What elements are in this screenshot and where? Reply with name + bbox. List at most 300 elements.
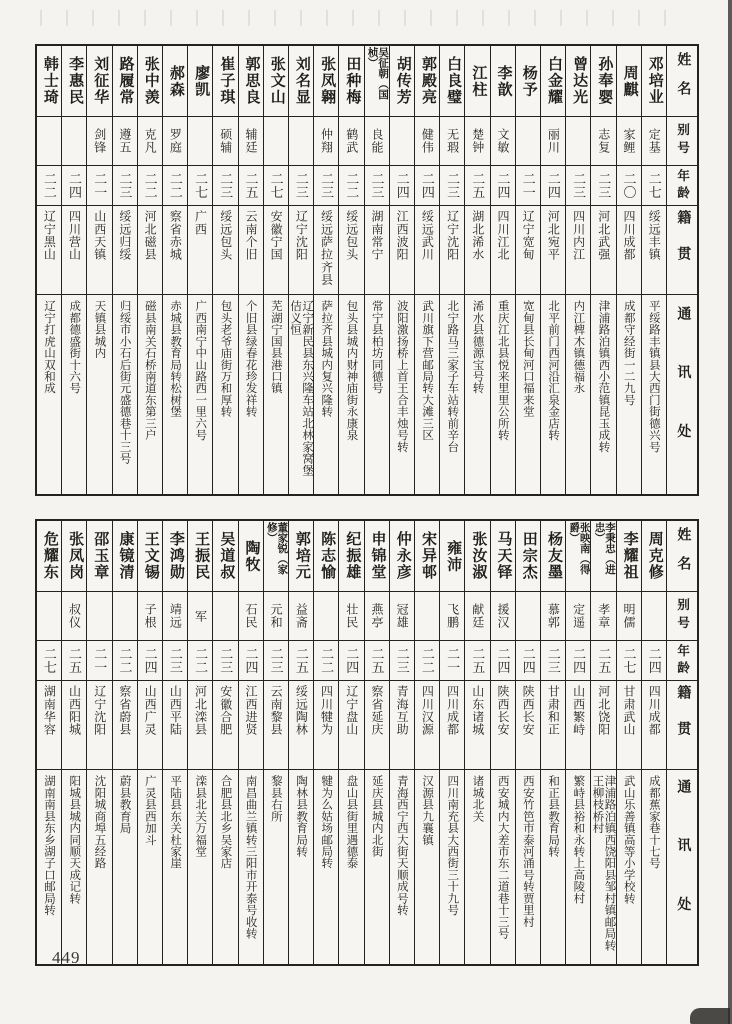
entry-alias: 靖远 [168, 603, 183, 629]
name-cell [516, 46, 540, 117]
person-column [61, 46, 86, 494]
alias-cell [440, 117, 464, 166]
entry-age: 二四 [243, 646, 259, 675]
entry-age: 二二 [142, 171, 158, 200]
name-cell [642, 46, 666, 117]
entry-name: 张文山 [268, 56, 285, 106]
person-column [338, 46, 363, 494]
origin-cell [339, 681, 363, 770]
age-cell [62, 166, 86, 206]
address-cell [264, 295, 288, 494]
entry-age: 二四 [344, 646, 360, 675]
address-cell [213, 770, 237, 964]
entry-name: 韩士琦 [41, 56, 58, 106]
person-column [263, 521, 288, 964]
entry-address: 繁峙县裕和永转上高陵村 [572, 775, 585, 905]
entry-origin: 陕西长安 [495, 685, 510, 736]
age-cell [491, 166, 515, 206]
entry-address: 萨拉齐县城内复兴隆转 [320, 300, 333, 418]
person-column [37, 46, 61, 494]
origin-cell [465, 681, 489, 770]
entry-name: 马天铎 [495, 531, 512, 581]
age-cell [213, 641, 237, 681]
person-column [212, 521, 237, 964]
origin-cell [617, 206, 641, 295]
name-cell [188, 46, 212, 117]
entry-origin: 江西进贤 [243, 685, 258, 736]
alias-cell [239, 117, 263, 166]
age-cell [113, 166, 137, 206]
person-column [616, 521, 641, 964]
name-cell [163, 521, 187, 592]
entry-origin: 察省延庆 [369, 685, 384, 736]
header-origin: 籍贯 [667, 681, 697, 770]
name-cell [365, 521, 389, 592]
entry-age: 二二 [344, 171, 360, 200]
entry-origin: 四川犍为 [319, 685, 334, 736]
entry-address: 成都德盛街十六号 [68, 300, 81, 394]
origin-cell [239, 206, 263, 295]
entry-address: 辽宁打虎山双和成 [43, 300, 56, 394]
entry-address: 平陆县东关杜家崖 [169, 775, 182, 869]
address-cell [440, 295, 464, 494]
entry-origin: 安徽合肥 [218, 685, 233, 736]
name-cell [617, 521, 641, 592]
age-cell [264, 166, 288, 206]
entry-name: 白金耀 [545, 56, 562, 106]
entry-address: 西安竹笆市泰河涌号转贾里村 [521, 775, 534, 928]
name-cell [37, 46, 61, 117]
person-column [162, 521, 187, 964]
header-age: 年龄 [667, 166, 697, 206]
origin-cell [264, 681, 288, 770]
origin-cell [87, 206, 111, 295]
age-cell [314, 641, 338, 681]
age-cell [138, 641, 162, 681]
origin-cell [62, 206, 86, 295]
entry-name: 周克修 [646, 531, 663, 581]
person-column [490, 521, 515, 964]
origin-cell [591, 206, 615, 295]
entry-origin: 绥远萨拉齐县 [319, 210, 334, 287]
entry-address: 平绥路丰镇县大西门街德兴号 [647, 300, 660, 453]
person-column [313, 46, 338, 494]
entry-name: 刘征华 [92, 56, 109, 106]
entry-origin: 察省蔚县 [117, 685, 132, 736]
entry-age: 二七 [621, 646, 637, 675]
name-cell [415, 46, 439, 117]
person-column [565, 46, 590, 494]
entry-name: 路履常 [117, 56, 134, 106]
entry-name: 廖凯 [193, 64, 210, 98]
address-cell [491, 770, 515, 964]
entry-origin: 绥远归绥 [117, 210, 132, 261]
origin-cell [415, 681, 439, 770]
origin-cell [264, 206, 288, 295]
entry-alias: 仲翔 [319, 128, 334, 154]
age-cell [617, 641, 641, 681]
alias-cell [239, 592, 263, 641]
alias-cell [516, 117, 540, 166]
entry-name: 郝森 [167, 64, 184, 98]
name-cell [566, 46, 590, 117]
name-cell [541, 521, 565, 592]
age-cell [541, 166, 565, 206]
entry-address: 广灵县西加斗 [143, 775, 156, 846]
origin-cell [314, 681, 338, 770]
origin-cell [62, 681, 86, 770]
alias-cell [415, 592, 439, 641]
entry-name: 申锦堂 [369, 531, 386, 581]
origin-cell [289, 681, 313, 770]
name-cell [390, 521, 414, 592]
address-cell [617, 770, 641, 964]
header-column [666, 46, 697, 494]
entry-address: 赤城县教育局转松树堡 [169, 300, 182, 418]
header-origin: 籍贯 [667, 206, 697, 295]
age-cell [213, 166, 237, 206]
entry-age: 二三 [218, 646, 234, 675]
entry-alias: 文敏 [495, 128, 510, 154]
entry-address: 西安城内大差市东二道巷十三号 [496, 775, 509, 940]
entry-age: 二三 [167, 646, 183, 675]
entry-age: 二一 [445, 646, 461, 675]
header-alias: 别号 [667, 592, 697, 641]
header-name: 姓名 [667, 46, 697, 117]
entry-origin: 辽宁沈阳 [92, 685, 107, 736]
entry-origin: 四川成都 [647, 685, 662, 736]
entry-name: 宋异邨 [419, 531, 436, 581]
age-cell [415, 641, 439, 681]
age-cell [390, 641, 414, 681]
address-cell [62, 770, 86, 964]
entry-alias: 鹤武 [344, 128, 359, 154]
address-cell [440, 770, 464, 964]
address-cell [113, 770, 137, 964]
entry-origin: 云南个旧 [243, 210, 258, 261]
origin-cell [591, 681, 615, 770]
address-cell [188, 295, 212, 494]
entry-alias: 遵五 [117, 128, 132, 154]
origin-cell [365, 681, 389, 770]
alias-cell [617, 592, 641, 641]
alias-cell [566, 592, 590, 641]
name-cell [491, 521, 515, 592]
entry-origin: 四川营山 [67, 210, 82, 261]
alias-cell [62, 592, 86, 641]
age-cell [516, 641, 540, 681]
age-cell [62, 641, 86, 681]
person-column [238, 521, 263, 964]
address-cell [566, 295, 590, 494]
entry-address: 沈阳城商埠五经路 [93, 775, 106, 869]
entry-origin: 云南黎县 [269, 685, 284, 736]
address-cell [591, 770, 615, 964]
entry-alias: 定遥 [571, 603, 586, 629]
age-cell [642, 166, 666, 206]
age-cell [440, 166, 464, 206]
entry-address: 归绥市小石后街元盛德巷十三号 [118, 300, 131, 465]
entry-origin: 绥远包头 [218, 210, 233, 261]
address-cell [541, 295, 565, 494]
person-column [490, 46, 515, 494]
age-cell [37, 166, 61, 206]
entry-age: 二三 [571, 171, 587, 200]
entry-age: 二三 [218, 171, 234, 200]
entry-origin: 山西广灵 [143, 685, 158, 736]
alias-cell [163, 117, 187, 166]
alias-cell [289, 117, 313, 166]
entry-name: 李鸿勋 [167, 531, 184, 581]
entry-name: 陈志愉 [319, 531, 336, 581]
entry-name: 危耀东 [41, 531, 58, 581]
name-cell [239, 521, 263, 592]
entry-age: 二四 [545, 171, 561, 200]
person-column [137, 46, 162, 494]
directory-table-bottom [35, 519, 699, 966]
entry-alias: 子根 [143, 603, 158, 629]
entry-alias: 援汉 [495, 603, 510, 629]
alias-cell [541, 117, 565, 166]
name-cell [591, 521, 615, 592]
alias-cell [617, 117, 641, 166]
header-age: 年龄 [667, 641, 697, 681]
alias-cell [314, 592, 338, 641]
age-cell [617, 166, 641, 206]
origin-cell [188, 206, 212, 295]
person-column [313, 521, 338, 964]
alias-cell [314, 117, 338, 166]
origin-cell [491, 206, 515, 295]
entry-name: 邵玉章 [92, 531, 109, 581]
age-cell [87, 166, 111, 206]
name-cell [541, 46, 565, 117]
origin-cell [415, 206, 439, 295]
name-cell [440, 46, 464, 117]
entry-age: 二五 [293, 646, 309, 675]
person-column [389, 46, 414, 494]
entry-address: 黎县右所 [269, 775, 282, 822]
entry-age: 二七 [646, 171, 662, 200]
address-cell [62, 295, 86, 494]
person-column [439, 46, 464, 494]
alias-cell [591, 592, 615, 641]
entry-alias: 益斋 [294, 603, 309, 629]
scan-corner-artifact [690, 1008, 730, 1024]
name-cell [163, 46, 187, 117]
entry-alias: 克凡 [143, 128, 158, 154]
name-cell [188, 521, 212, 592]
age-cell [264, 641, 288, 681]
address-cell [415, 295, 439, 494]
entry-origin: 四川成都 [621, 210, 636, 261]
entry-address: 津浦路泊镇西小范镇昆玉成转 [597, 300, 610, 453]
age-cell [566, 166, 590, 206]
name-cell [87, 46, 111, 117]
entry-origin: 四川汉源 [420, 685, 435, 736]
address-cell [314, 770, 338, 964]
entry-name: 陶牧 [243, 539, 260, 573]
entry-origin: 山西平陆 [168, 685, 183, 736]
entry-name: 仲永彦 [394, 531, 411, 581]
person-column [338, 521, 363, 964]
alias-cell [365, 117, 389, 166]
entry-alias: 军 [193, 609, 208, 623]
person-column [364, 46, 389, 494]
entry-age: 二二 [193, 646, 209, 675]
entry-age: 二三 [445, 171, 461, 200]
alias-cell [213, 117, 237, 166]
origin-cell [440, 681, 464, 770]
entry-name: 李耀祖 [621, 531, 638, 581]
origin-cell [566, 681, 590, 770]
name-cell [62, 521, 86, 592]
entry-name: 田种梅 [344, 56, 361, 106]
alias-cell [37, 117, 61, 166]
entry-age: 二三 [369, 171, 385, 200]
origin-cell [541, 206, 565, 295]
age-cell [289, 166, 313, 206]
entry-alias: 志复 [596, 128, 611, 154]
page-number: 449 [52, 948, 81, 967]
name-cell [37, 521, 61, 592]
origin-cell [163, 681, 187, 770]
entry-address: 北宁路马三家子车站转前辛台 [446, 300, 459, 453]
entry-name: 江柱 [470, 64, 487, 98]
entry-address: 武川旗下营邮局转大滩三区 [421, 300, 434, 441]
entry-origin: 绥远丰镇 [647, 210, 662, 261]
entry-address: 诸城北关 [471, 775, 484, 822]
alias-cell [566, 117, 590, 166]
entry-age: 二〇 [621, 171, 637, 200]
entry-alias: 无瑕 [445, 128, 460, 154]
entry-address: 和正县教育局转 [547, 775, 560, 858]
age-cell [415, 166, 439, 206]
header-column [666, 521, 697, 964]
person-column [464, 521, 489, 964]
entry-origin: 湖南常宁 [369, 210, 384, 261]
person-column [616, 46, 641, 494]
entry-origin: 四川成都 [445, 685, 460, 736]
address-cell [339, 770, 363, 964]
person-column [641, 521, 666, 964]
address-cell [365, 770, 389, 964]
address-cell [37, 770, 61, 964]
name-cell [465, 521, 489, 592]
age-cell [591, 166, 615, 206]
entry-origin: 河北武强 [596, 210, 611, 261]
entry-age: 二五 [470, 171, 486, 200]
person-column [61, 521, 86, 964]
origin-cell [188, 681, 212, 770]
entry-origin: 绥远武川 [420, 210, 435, 261]
address-cell [113, 295, 137, 494]
entry-address: 滦县北关万福堂 [194, 775, 207, 858]
alias-cell [87, 592, 111, 641]
entry-name: 张凤岗 [67, 531, 84, 581]
entry-age: 二四 [520, 646, 536, 675]
origin-cell [37, 206, 61, 295]
entry-alias: 家鲤 [621, 128, 636, 154]
origin-cell [642, 206, 666, 295]
directory-table-top [35, 44, 699, 496]
alias-cell [113, 117, 137, 166]
age-cell [339, 641, 363, 681]
header-alias: 别号 [667, 117, 697, 166]
entry-origin: 河北饶阳 [596, 685, 611, 736]
age-cell [289, 641, 313, 681]
entry-name: 康镜清 [117, 531, 134, 581]
entry-origin: 广西 [193, 210, 208, 236]
name-cell [491, 46, 515, 117]
entry-address: 阳城县城内同顺天成记转 [68, 775, 81, 905]
alias-cell [390, 592, 414, 641]
alias-cell [289, 592, 313, 641]
entry-origin: 山西繁峙 [571, 685, 586, 736]
header-name: 姓名 [667, 521, 697, 592]
entry-age: 二二 [319, 646, 335, 675]
entry-name: 王振民 [193, 531, 210, 581]
alias-cell [642, 117, 666, 166]
alias-cell [87, 117, 111, 166]
entry-alias: 石民 [243, 603, 258, 629]
name-cell [339, 46, 363, 117]
entry-origin: 四川江北 [495, 210, 510, 261]
entry-alias: 良能 [369, 128, 384, 154]
address-cell [566, 770, 590, 964]
entry-origin: 察省赤城 [168, 210, 183, 261]
entry-alias: 燕亭 [369, 603, 384, 629]
origin-cell [113, 681, 137, 770]
origin-cell [541, 681, 565, 770]
entry-age: 二七 [193, 171, 209, 200]
entry-name: 周麒 [621, 64, 638, 98]
entry-alias: 罗庭 [168, 128, 183, 154]
entry-alias: 辅廷 [243, 128, 258, 154]
name-cell [264, 46, 288, 117]
origin-cell [138, 206, 162, 295]
entry-origin: 辽宁宽甸 [521, 210, 536, 261]
entry-name: 胡传芳 [394, 56, 411, 106]
name-cell [339, 521, 363, 592]
age-cell [239, 641, 263, 681]
age-cell [440, 641, 464, 681]
entry-origin: 甘肃和正 [546, 685, 561, 736]
entry-address: 北平前门西河沿汇泉金店转 [547, 300, 560, 441]
entry-name: 郭培元 [293, 531, 310, 581]
alias-cell [390, 117, 414, 166]
age-cell [566, 641, 590, 681]
entry-address: 延庆县城内北街 [370, 775, 383, 858]
person-column [263, 46, 288, 494]
entry-origin: 山西天镇 [92, 210, 107, 261]
entry-origin: 湖北浠水 [470, 210, 485, 261]
entry-origin: 辽宁黑山 [42, 210, 57, 261]
entry-address: 湖南南县东乡湖子口邮局转 [43, 775, 56, 916]
person-column [540, 46, 565, 494]
entry-origin: 辽宁盘山 [344, 685, 359, 736]
entry-age: 二三 [596, 171, 612, 200]
entry-age: 二一 [520, 171, 536, 200]
age-cell [138, 166, 162, 206]
entry-origin: 辽宁沈阳 [294, 210, 309, 261]
name-cell [62, 46, 86, 117]
header-address: 通讯处 [675, 778, 691, 956]
age-cell [113, 641, 137, 681]
address-cell [138, 770, 162, 964]
entry-age: 二二 [419, 646, 435, 675]
name-cell [138, 46, 162, 117]
